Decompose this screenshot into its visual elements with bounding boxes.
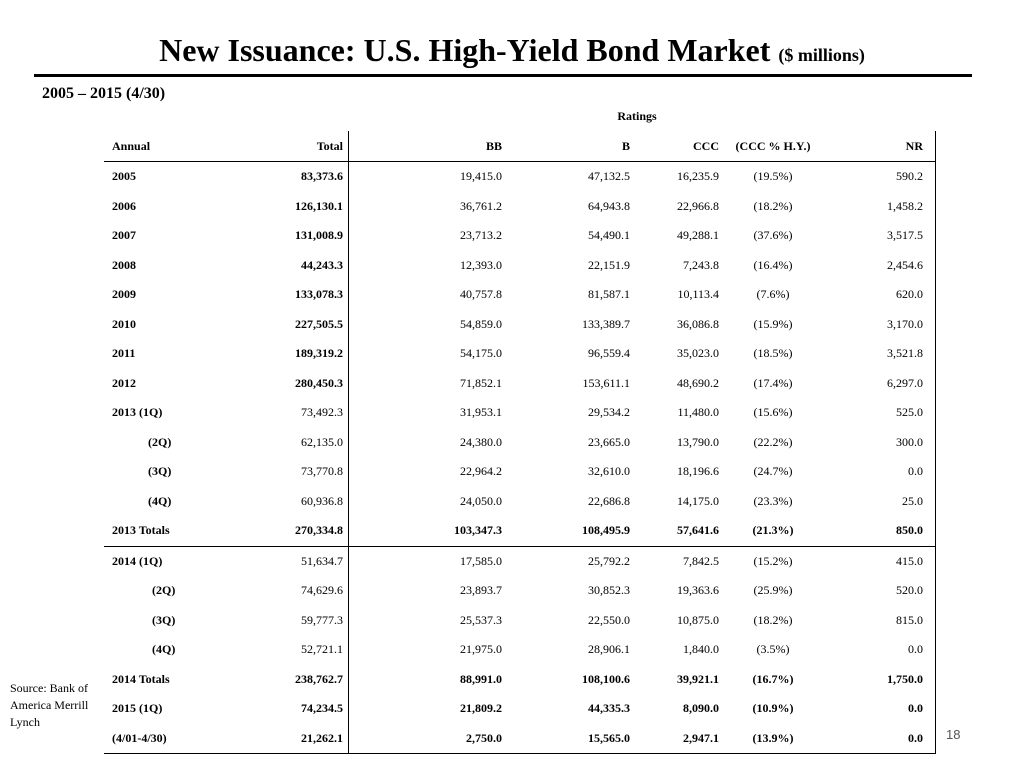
cell-ccc: 7,842.5 bbox=[630, 546, 719, 576]
cell-ccc-pct: (16.7%) bbox=[752, 671, 794, 686]
cell-nr: 0.0 bbox=[827, 694, 936, 724]
cell-bb: 103,347.3 bbox=[349, 516, 503, 546]
cell-ccc-pct: (25.9%) bbox=[753, 583, 793, 598]
cell-ccc-pct: (18.2%) bbox=[753, 198, 793, 213]
cell-label: 2009 bbox=[112, 287, 136, 302]
cell-bb: 2,750.0 bbox=[349, 724, 503, 754]
cell-total: 74,234.5 bbox=[301, 701, 343, 716]
cell-total: 189,319.2 bbox=[295, 346, 343, 361]
cell-bb: 71,852.1 bbox=[349, 369, 503, 399]
cell-nr: 620.0 bbox=[827, 280, 936, 310]
col-header-bb: BB bbox=[349, 131, 503, 162]
cell-label: 2006 bbox=[112, 198, 136, 213]
cell-ccc-pct: (19.5%) bbox=[753, 169, 793, 184]
cell-ccc: 10,875.0 bbox=[677, 612, 719, 627]
title-unit: ($ millions) bbox=[778, 45, 865, 65]
cell-bb: 23,893.7 bbox=[349, 576, 503, 606]
table-row bbox=[104, 369, 936, 399]
cell-ccc: 13,790.0 bbox=[677, 434, 719, 449]
col-header-nr: NR bbox=[827, 131, 936, 162]
cell-bb: 25,537.3 bbox=[349, 606, 503, 636]
table-row bbox=[104, 635, 936, 665]
cell-nr: 815.0 bbox=[827, 606, 936, 636]
cell-nr: 1,458.2 bbox=[827, 192, 936, 222]
cell-total: 51,634.7 bbox=[206, 546, 349, 576]
cell-b: 108,100.6 bbox=[582, 671, 630, 686]
table-row bbox=[104, 546, 936, 576]
cell-ccc-pct: (15.6%) bbox=[753, 405, 793, 420]
cell-nr: 0.0 bbox=[827, 457, 936, 487]
cell-ccc: 49,288.1 bbox=[677, 228, 719, 243]
cell-ccc-pct: (13.9%) bbox=[719, 724, 827, 754]
cell-ccc: 18,196.6 bbox=[677, 464, 719, 479]
cell-bb: 24,050.0 bbox=[349, 487, 503, 517]
cell-label: 2010 bbox=[112, 316, 136, 331]
cell-b: 23,665.0 bbox=[588, 434, 630, 449]
col-header-ccc-pct: (CCC % H.Y.) bbox=[719, 131, 827, 162]
cell-label: (2Q) bbox=[152, 583, 176, 598]
cell-bb: 54,859.0 bbox=[349, 310, 503, 340]
cell-ccc-pct: (15.9%) bbox=[753, 316, 793, 331]
cell-nr: 590.2 bbox=[827, 162, 936, 192]
cell-bb: 22,964.2 bbox=[349, 457, 503, 487]
cell-total: 73,770.8 bbox=[301, 464, 343, 479]
cell-total: 74,629.6 bbox=[301, 583, 343, 598]
cell-bb: 88,991.0 bbox=[349, 665, 503, 695]
cell-bb: 21,975.0 bbox=[349, 635, 503, 665]
cell-label: (2Q) bbox=[148, 434, 172, 449]
cell-ccc: 7,243.8 bbox=[683, 257, 719, 272]
cell-b: 22,151.9 bbox=[588, 257, 630, 272]
table-row bbox=[104, 665, 936, 695]
cell-ccc-pct: (37.6%) bbox=[753, 228, 793, 243]
cell-total: 270,334.8 bbox=[295, 523, 343, 538]
cell-bb: 31,953.1 bbox=[349, 398, 503, 428]
cell-ccc-pct: (18.5%) bbox=[753, 346, 793, 361]
cell-b: 32,610.0 bbox=[588, 464, 630, 479]
cell-ccc-pct: (21.3%) bbox=[752, 523, 794, 538]
cell-label: 2014 (1Q) bbox=[104, 546, 206, 576]
cell-ccc: 11,480.0 bbox=[677, 405, 719, 420]
cell-b: 81,587.1 bbox=[588, 287, 630, 302]
issuance-table bbox=[104, 131, 923, 754]
cell-label: 2008 bbox=[112, 257, 136, 272]
cell-ccc-pct: (23.3%) bbox=[753, 493, 793, 508]
cell-label: 2015 (1Q) bbox=[112, 701, 163, 716]
cell-ccc: 48,690.2 bbox=[677, 375, 719, 390]
cell-b: 44,335.3 bbox=[588, 701, 630, 716]
cell-bb: 54,175.0 bbox=[349, 339, 503, 369]
cell-ccc: 35,023.0 bbox=[677, 346, 719, 361]
cell-total: 126,130.1 bbox=[295, 198, 343, 213]
cell-total: 62,135.0 bbox=[301, 434, 343, 449]
cell-total: 227,505.5 bbox=[295, 316, 343, 331]
cell-b: 153,611.1 bbox=[582, 375, 630, 390]
ratings-header: Ratings bbox=[617, 109, 657, 123]
cell-label: 2007 bbox=[112, 228, 136, 243]
col-header-annual: Annual bbox=[104, 131, 206, 162]
cell-nr: 3,170.0 bbox=[827, 310, 936, 340]
cell-nr: 1,750.0 bbox=[827, 665, 936, 695]
cell-b: 28,906.1 bbox=[588, 642, 630, 657]
cell-ccc: 1,840.0 bbox=[683, 642, 719, 657]
table-row bbox=[104, 251, 936, 281]
cell-ccc-pct: (16.4%) bbox=[753, 257, 793, 272]
cell-bb: 36,761.2 bbox=[349, 192, 503, 222]
table-row bbox=[104, 487, 936, 517]
table-row bbox=[104, 606, 936, 636]
table-row bbox=[104, 457, 936, 487]
table-row bbox=[104, 221, 936, 251]
cell-ccc-pct: (24.7%) bbox=[753, 464, 793, 479]
cell-ccc: 39,921.1 bbox=[677, 671, 719, 686]
cell-bb: 40,757.8 bbox=[349, 280, 503, 310]
cell-label: 2005 bbox=[112, 169, 136, 184]
cell-total: 59,777.3 bbox=[301, 612, 343, 627]
cell-total: 44,243.3 bbox=[301, 257, 343, 272]
cell-b: 15,565.0 bbox=[502, 724, 630, 754]
col-header-ccc: CCC bbox=[630, 131, 719, 162]
cell-ccc: 16,235.9 bbox=[677, 169, 719, 184]
period-label: 2005 – 2015 (4/30) bbox=[42, 85, 166, 102]
cell-ccc: 57,641.6 bbox=[677, 523, 719, 538]
cell-bb: 17,585.0 bbox=[349, 546, 503, 576]
cell-ccc-pct: (7.6%) bbox=[756, 287, 790, 302]
cell-ccc: 36,086.8 bbox=[677, 316, 719, 331]
page-number: 18 bbox=[946, 727, 961, 742]
cell-label: 2011 bbox=[112, 346, 136, 361]
cell-nr: 3,517.5 bbox=[827, 221, 936, 251]
col-header-b: B bbox=[502, 131, 630, 162]
table-header-row bbox=[104, 131, 936, 162]
cell-total: 238,762.7 bbox=[295, 671, 343, 686]
cell-ccc-pct: (15.2%) bbox=[719, 546, 827, 576]
cell-b: 29,534.2 bbox=[588, 405, 630, 420]
cell-ccc-pct: (10.9%) bbox=[752, 701, 794, 716]
cell-total: 60,936.8 bbox=[301, 493, 343, 508]
table-row bbox=[104, 724, 936, 754]
cell-nr: 520.0 bbox=[827, 576, 936, 606]
cell-nr: 415.0 bbox=[827, 546, 936, 576]
cell-ccc: 8,090.0 bbox=[683, 701, 719, 716]
cell-label: (3Q) bbox=[152, 612, 176, 627]
cell-ccc: 10,113.4 bbox=[677, 287, 719, 302]
title-divider bbox=[34, 74, 972, 77]
cell-nr: 0.0 bbox=[827, 724, 936, 754]
cell-nr: 850.0 bbox=[827, 516, 936, 546]
cell-b: 47,132.5 bbox=[588, 169, 630, 184]
cell-total: 131,008.9 bbox=[295, 228, 343, 243]
cell-ccc: 2,947.1 bbox=[630, 724, 719, 754]
cell-nr: 6,297.0 bbox=[827, 369, 936, 399]
cell-ccc: 19,363.6 bbox=[677, 583, 719, 598]
cell-nr: 300.0 bbox=[827, 428, 936, 458]
cell-total: 83,373.6 bbox=[301, 169, 343, 184]
table-row bbox=[104, 310, 936, 340]
cell-nr: 0.0 bbox=[827, 635, 936, 665]
table-row bbox=[104, 162, 936, 192]
table-row bbox=[104, 694, 936, 724]
cell-b: 96,559.4 bbox=[588, 346, 630, 361]
cell-ccc-pct: (17.4%) bbox=[753, 375, 793, 390]
table-row bbox=[104, 398, 936, 428]
cell-b: 133,389.7 bbox=[582, 316, 630, 331]
cell-b: 22,550.0 bbox=[588, 612, 630, 627]
cell-label: 2013 Totals bbox=[112, 523, 170, 538]
cell-label: (4Q) bbox=[152, 642, 176, 657]
cell-b: 64,943.8 bbox=[588, 198, 630, 213]
source-note: Source: Bank of America Merrill Lynch bbox=[10, 681, 89, 729]
cell-label: 2014 Totals bbox=[112, 671, 170, 686]
cell-b: 22,686.8 bbox=[588, 493, 630, 508]
cell-b: 54,490.1 bbox=[588, 228, 630, 243]
cell-total: 52,721.1 bbox=[301, 642, 343, 657]
cell-b: 25,792.2 bbox=[502, 546, 630, 576]
cell-label: 2012 bbox=[112, 375, 136, 390]
cell-bb: 24,380.0 bbox=[349, 428, 503, 458]
cell-bb: 23,713.2 bbox=[349, 221, 503, 251]
cell-total: 73,492.3 bbox=[301, 405, 343, 420]
cell-label: 2013 (1Q) bbox=[112, 405, 163, 420]
table-row bbox=[104, 339, 936, 369]
cell-label: (4/01-4/30) bbox=[104, 724, 206, 754]
title-main: New Issuance: U.S. High-Yield Bond Market bbox=[159, 32, 771, 68]
cell-ccc: 22,966.8 bbox=[677, 198, 719, 213]
cell-label: (3Q) bbox=[148, 464, 172, 479]
cell-ccc-pct: (3.5%) bbox=[756, 642, 790, 657]
cell-total: 133,078.3 bbox=[295, 287, 343, 302]
cell-nr: 25.0 bbox=[827, 487, 936, 517]
cell-nr: 3,521.8 bbox=[827, 339, 936, 369]
cell-b: 30,852.3 bbox=[588, 583, 630, 598]
cell-ccc-pct: (22.2%) bbox=[753, 434, 793, 449]
cell-ccc-pct: (18.2%) bbox=[753, 612, 793, 627]
cell-nr: 2,454.6 bbox=[827, 251, 936, 281]
cell-bb: 21,809.2 bbox=[349, 694, 503, 724]
cell-total: 21,262.1 bbox=[206, 724, 349, 754]
col-header-total: Total bbox=[206, 131, 349, 162]
table-row bbox=[104, 428, 936, 458]
cell-bb: 19,415.0 bbox=[349, 162, 503, 192]
cell-b: 108,495.9 bbox=[582, 523, 630, 538]
slide-title bbox=[0, 30, 1024, 75]
cell-nr: 525.0 bbox=[827, 398, 936, 428]
table-row bbox=[104, 192, 936, 222]
cell-bb: 12,393.0 bbox=[349, 251, 503, 281]
cell-ccc: 14,175.0 bbox=[677, 493, 719, 508]
table-row bbox=[104, 280, 936, 310]
cell-total: 280,450.3 bbox=[295, 375, 343, 390]
table-row bbox=[104, 516, 936, 546]
table-row bbox=[104, 576, 936, 606]
cell-label: (4Q) bbox=[148, 493, 172, 508]
